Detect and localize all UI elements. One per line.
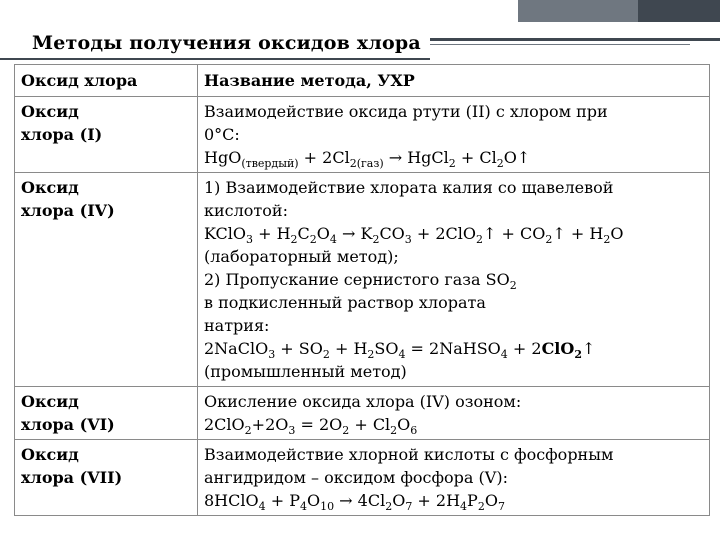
oxide-cell	[15, 387, 198, 440]
method-text: кислотой:	[204, 201, 288, 220]
oxide-label: Оксид	[21, 392, 79, 411]
top-decoration-dark	[638, 0, 720, 22]
oxide-label: хлора (VII)	[21, 468, 123, 487]
method-text: Взаимодействие хлорной кислоты с фосфорным	[204, 445, 614, 464]
equation: 2NaClO$_3$ + $SO_2 + H_2SO_4$ = 2NaHSO$_4$ + 2ClO$_2$↑	[204, 339, 596, 361]
column-header-method: Название метода, УХР	[198, 65, 710, 97]
table-header-row	[15, 65, 710, 97]
decor-rule-thick	[430, 38, 720, 41]
oxide-label: Оксид	[21, 445, 79, 464]
method-text: натрия:	[204, 316, 270, 335]
oxide-label: хлора (IV)	[21, 201, 115, 220]
title-underline	[0, 58, 430, 60]
method-text-with-formula: 2) Пропускание сернистого газа $SO_2$	[204, 270, 517, 292]
equation: KClO$_3$ + $H_2C_2O_4 \to K_2CO_3$ + 2ClO$_2$↑ + $CO_2↑ + H_2O$	[204, 224, 624, 246]
oxide-label: хлора (I)	[21, 125, 103, 144]
equation: $2ClO_2+2O_3 = 2O_2 + Cl_2O_6$	[204, 415, 418, 437]
equation: $HgO_{(твердый)} + 2Cl_{2(газ)}$ → HgCl$_2$ + $Cl_2O↑$	[204, 148, 531, 170]
title-area	[0, 22, 720, 66]
method-text: (промышленный метод)	[204, 362, 407, 381]
method-text: 1) Взаимодействие хлората калия со щавелевой	[204, 178, 614, 197]
method-cell	[198, 173, 710, 387]
method-cell	[198, 440, 710, 516]
oxide-label: Оксид	[21, 102, 79, 121]
table-row	[15, 173, 710, 387]
column-header-oxide: Оксид хлора	[15, 65, 198, 97]
oxide-cell	[15, 97, 198, 173]
decor-rule-thin	[430, 44, 690, 45]
method-cell	[198, 97, 710, 173]
oxide-label: Оксид	[21, 178, 79, 197]
top-decoration-bar	[0, 0, 720, 22]
method-text: (лабораторный метод);	[204, 247, 399, 266]
table-row	[15, 387, 710, 440]
table-row	[15, 97, 710, 173]
methods-table	[14, 64, 710, 516]
method-text: в подкисленный раствор хлората	[204, 293, 486, 312]
method-text: Взаимодействие оксида ртути (II) с хлором при	[204, 102, 608, 121]
oxide-cell	[15, 173, 198, 387]
method-cell	[198, 387, 710, 440]
table-row	[15, 440, 710, 516]
equation: 8HClO$_4$ + $P_4O_{10} \to 4Cl_2O_7 + 2H_4P_2O_7$	[204, 491, 505, 513]
oxide-cell	[15, 440, 198, 516]
method-text: 0°С:	[204, 125, 240, 144]
method-text: Окисление оксида хлора (IV) озоном:	[204, 392, 522, 411]
oxide-label: хлора (VI)	[21, 415, 115, 434]
method-text: ангидридом – оксидом фосфора (V):	[204, 468, 508, 487]
page-title: Методы получения оксидов хлора	[32, 32, 421, 54]
top-decoration-grey	[518, 0, 638, 22]
